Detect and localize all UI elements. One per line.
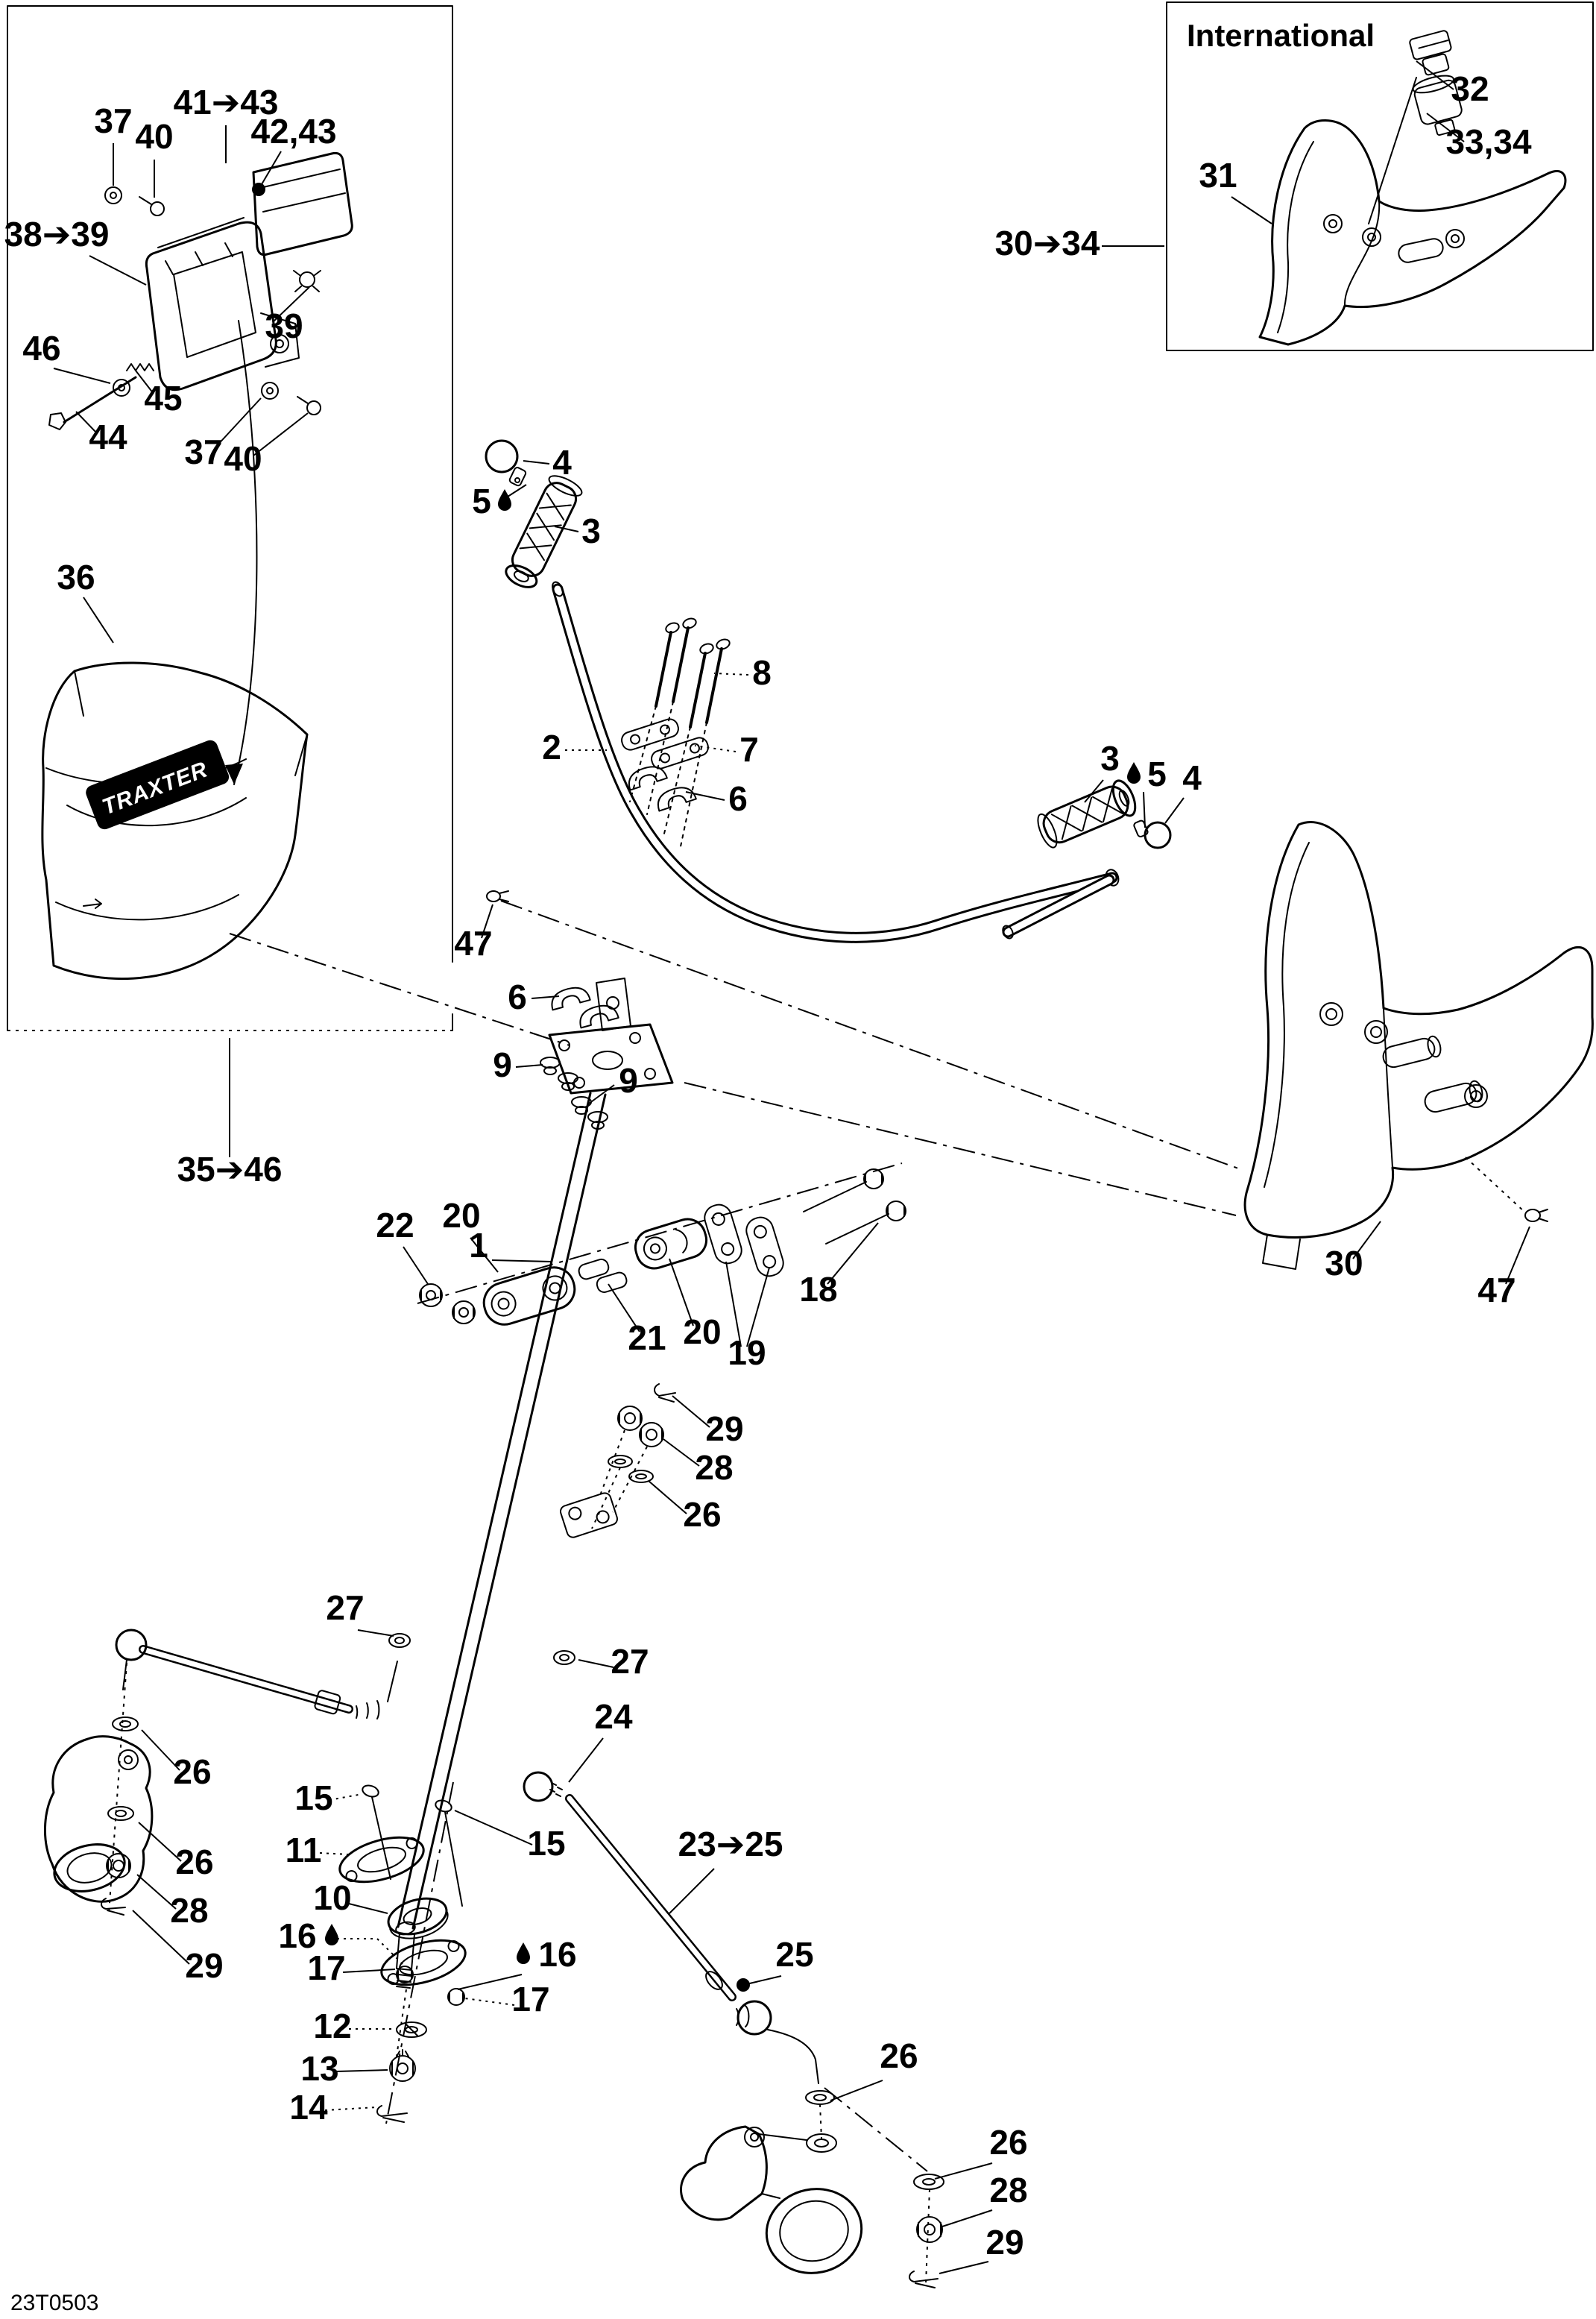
callout-label: 41➔43 — [173, 83, 279, 122]
alignment-centerlines — [230, 891, 1240, 1215]
callout-label: 29 — [705, 1409, 744, 1448]
callout-label: 19 — [728, 1333, 766, 1372]
callout-leader-line — [325, 2107, 377, 2110]
callout-leader-line — [935, 2163, 992, 2179]
callout-22 — [376, 1206, 428, 1284]
callout-46 — [22, 329, 110, 383]
right-grip — [1034, 778, 1140, 851]
callout-label: 17 — [511, 1980, 550, 2018]
callout-label: 12 — [313, 2007, 352, 2045]
callout-label: 40 — [224, 439, 262, 478]
callout-leader-line — [403, 1247, 428, 1284]
callout-32 — [1416, 61, 1489, 108]
callout-label: 42,43 — [250, 112, 337, 151]
steering-column — [395, 978, 672, 2057]
callout-label: 18 — [799, 1270, 838, 1309]
callout-47-left — [454, 904, 493, 963]
callout-20-right — [669, 1259, 722, 1351]
callout-4-right — [1165, 758, 1202, 823]
callout-label: 46 — [22, 329, 61, 368]
callout-label: 35➔46 — [177, 1150, 283, 1189]
callout-29-knuckle — [939, 2223, 1024, 2274]
headlight-lamp — [253, 153, 352, 254]
callout-13 — [300, 2049, 388, 2088]
callout-label: 2 — [542, 728, 561, 767]
callout-label: 36 — [57, 558, 95, 597]
front-fascia — [42, 663, 307, 979]
callout-label: 15 — [527, 1824, 566, 1863]
callout-9-left — [493, 1045, 543, 1084]
bottom-knuckle — [681, 2127, 870, 2282]
callout-label: 28 — [170, 1891, 209, 1930]
international-title: International — [1187, 18, 1375, 53]
left-knuckle — [45, 1737, 151, 1902]
callout-leader-line — [672, 1396, 710, 1427]
callout-leader-line — [329, 1794, 362, 1800]
callout-6-lower — [508, 978, 559, 1016]
reference-dot — [737, 1978, 750, 1992]
callout-15-right — [455, 1810, 566, 1863]
column-nuts-washers — [608, 1384, 675, 1482]
callout-23-25 — [669, 1825, 783, 1913]
callout-leader-line — [83, 597, 113, 643]
callout-26-tie1 — [142, 1730, 212, 1791]
callout-label: 9 — [493, 1045, 512, 1084]
headlight-assembly — [146, 218, 299, 390]
handlebar-clamp-bolts — [630, 617, 731, 850]
callout-27-left — [326, 1588, 394, 1636]
callout-45 — [136, 371, 183, 418]
loctite-droplet-icon — [1127, 762, 1141, 784]
callout-25 — [737, 1935, 814, 1992]
callout-label: 16 — [278, 1916, 317, 1955]
fascia-badge-text: TRAXTER — [98, 757, 212, 820]
callout-28-tie — [137, 1875, 209, 1930]
callout-label: 45 — [144, 379, 183, 418]
callout-label: 40 — [135, 117, 174, 156]
callout-40-upper — [135, 117, 173, 198]
callout-label: 21 — [628, 1318, 666, 1357]
callout-label: 29 — [185, 1946, 224, 1985]
callout-label: 27 — [611, 1642, 649, 1681]
callout-30-34 — [995, 224, 1164, 262]
callout-label: 3 — [581, 512, 601, 550]
callout-leader-line — [455, 1810, 532, 1845]
callout-label: 23➔25 — [678, 1825, 783, 1863]
callout-31 — [1199, 156, 1272, 224]
callout-label: 25 — [775, 1935, 814, 1974]
callout-label: 37 — [184, 432, 223, 471]
callout-label: 8 — [752, 653, 772, 692]
callout-label: 32 — [1451, 69, 1489, 108]
callout-12 — [313, 2007, 397, 2045]
callout-label: 26 — [989, 2123, 1028, 2162]
bottom-knuckle-hardware — [909, 2174, 944, 2288]
callout-leader-line — [589, 1085, 614, 1104]
callout-label: 22 — [376, 1206, 414, 1245]
callout-29-col — [672, 1396, 744, 1448]
callout-label: 4 — [552, 443, 572, 482]
callout-label: 26 — [880, 2036, 918, 2075]
left-grip-end-cap — [486, 441, 526, 486]
callout-label: 47 — [1477, 1271, 1516, 1309]
callout-30 — [1325, 1221, 1381, 1283]
callout-36 — [57, 558, 113, 643]
callout-10 — [313, 1878, 388, 1917]
callout-label: 29 — [985, 2223, 1024, 2262]
callout-label: 20 — [442, 1196, 481, 1235]
callout-leader-line — [714, 673, 748, 675]
callout-leader-line — [349, 1904, 388, 1913]
callout-leader-line — [516, 1065, 543, 1067]
callout-label: 27 — [326, 1588, 365, 1627]
callout-5-right — [1127, 755, 1167, 828]
callout-label: 4 — [1182, 758, 1202, 797]
callout-18 — [799, 1223, 878, 1309]
callout-label: 5 — [1147, 755, 1167, 793]
callout-15-left — [294, 1778, 362, 1817]
callout-label: 31 — [1199, 156, 1237, 195]
callout-leader-line — [830, 2080, 883, 2101]
callout-39 — [265, 287, 309, 345]
callout-label: 3 — [1100, 739, 1120, 778]
callout-28-knuckle — [942, 2171, 1028, 2227]
callout-label: 38➔39 — [4, 215, 110, 254]
headlight-hardware — [49, 187, 321, 784]
callout-44 — [76, 412, 127, 456]
callout-9-right — [589, 1061, 638, 1104]
callout-label: 5 — [472, 482, 491, 520]
callout-21 — [608, 1284, 666, 1357]
callout-5-left — [472, 482, 526, 520]
callout-leader-line — [1165, 798, 1184, 823]
callout-leader-line — [649, 1481, 687, 1514]
callout-leader-line — [336, 2070, 388, 2071]
callout-leader-line — [578, 1660, 614, 1667]
callout-4-left — [523, 443, 572, 482]
callout-label: 44 — [89, 418, 127, 456]
column-lower-bracket — [559, 1430, 647, 1539]
callout-label: 30 — [1325, 1244, 1363, 1283]
callout-19 — [726, 1262, 769, 1372]
callout-label: 39 — [265, 306, 303, 345]
callout-26-rod — [830, 2036, 918, 2101]
callout-37-upper — [94, 101, 132, 186]
headlight-inset-box — [7, 6, 452, 1031]
callout-26-col — [649, 1481, 722, 1534]
callout-leader-line — [465, 1998, 514, 2005]
callout-35-46 — [177, 1038, 283, 1189]
callout-label: 47 — [454, 924, 493, 963]
callout-label: 6 — [508, 978, 527, 1016]
right-grip-end-cap — [1133, 819, 1170, 848]
callout-label: 9 — [619, 1061, 638, 1100]
callout-7 — [695, 730, 759, 769]
callout-leader-line — [320, 1853, 349, 1854]
callout-42-43 — [250, 112, 336, 196]
handlebar-clamps — [549, 763, 696, 1028]
callout-label: 15 — [294, 1778, 333, 1817]
callout-11 — [286, 1831, 349, 1869]
callout-40-lower — [224, 413, 308, 478]
callout-label: 28 — [695, 1448, 734, 1487]
loctite-droplet-icon — [325, 1924, 338, 1945]
callout-leader-line — [663, 1439, 699, 1466]
callout-label: 30➔34 — [994, 224, 1100, 262]
callout-label: 10 — [313, 1878, 352, 1917]
reference-dot — [252, 183, 265, 196]
side-panel-right — [1245, 822, 1592, 1269]
callout-label: 26 — [173, 1752, 212, 1791]
loctite-droplet-icon — [498, 489, 511, 511]
callout-label: 11 — [285, 1831, 322, 1869]
callout-leader-line — [492, 1260, 552, 1262]
callout-38-39 — [4, 215, 146, 285]
callout-8 — [714, 653, 772, 692]
part-code: 23T0503 — [10, 2291, 99, 2315]
callout-leader-line — [337, 1939, 403, 1964]
callout-leader-line — [569, 1738, 603, 1782]
callout-leader-line — [669, 1869, 714, 1913]
handlebar — [550, 580, 1120, 937]
callout-label: 17 — [307, 1948, 346, 1987]
callout-leader-line — [523, 461, 549, 464]
callout-14 — [289, 2088, 377, 2127]
callout-leader-line — [942, 2210, 992, 2227]
callout-leader-line — [54, 368, 110, 383]
callout-24 — [569, 1697, 633, 1782]
callout-label: 26 — [175, 1843, 214, 1881]
callout-leader-line — [1231, 197, 1272, 224]
callout-leader-line — [358, 1630, 394, 1636]
callout-label: 7 — [739, 730, 759, 769]
column-bearing-stack — [335, 1782, 470, 2124]
callout-label: 37 — [94, 101, 133, 140]
callout-1 — [469, 1226, 552, 1265]
callout-label: 16 — [538, 1935, 577, 1974]
left-grip — [501, 472, 584, 592]
callout-leader-line — [89, 256, 146, 285]
handlebar-clamp-plates — [619, 717, 710, 771]
column-washers-27 — [389, 1634, 575, 1664]
callout-label: 1 — [469, 1226, 488, 1265]
callout-17-right — [465, 1980, 550, 2018]
loctite-droplet-icon — [517, 1942, 530, 1964]
callout-label: 26 — [683, 1495, 722, 1534]
callout-leader-line — [532, 996, 559, 998]
callout-leader-line — [939, 2262, 988, 2274]
callout-27-right — [578, 1642, 649, 1681]
callout-label: 24 — [594, 1697, 633, 1736]
callout-label: 28 — [989, 2171, 1028, 2209]
callout-leader-line — [343, 1969, 395, 1972]
callout-label: 14 — [289, 2088, 328, 2127]
callout-47-right — [1477, 1227, 1530, 1309]
callout-layer — [4, 61, 1532, 2274]
callout-label: 6 — [728, 779, 748, 818]
callout-leader-line — [555, 526, 578, 532]
callout-label: 20 — [683, 1312, 722, 1351]
callout-label: 33,34 — [1445, 122, 1532, 161]
callout-label: 13 — [300, 2049, 339, 2088]
